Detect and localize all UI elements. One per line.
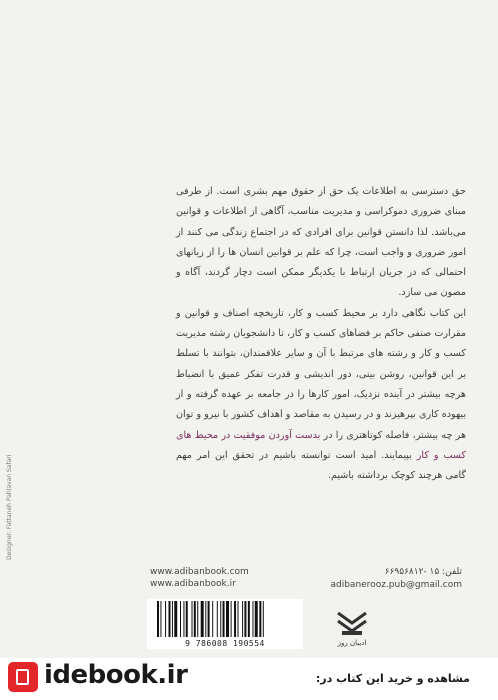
cover-blurb [176,182,466,486]
phone-line [385,566,462,578]
website-list [150,566,249,590]
publisher-logo-icon [336,609,368,637]
barcode-bars [151,601,299,639]
blurb-paragraph-2-text-b: بپیمایند. امید است توانسته باشیم در تحقق این امر مهم گامی هرچند کوچک برداشته باشیم. [176,449,466,482]
watermark-brand: idebook.ir [44,660,188,690]
website-ir: www.adibanbook.ir [150,579,236,589]
blurb-paragraph-2-text-a: این کتاب نگاهی دارد بر محیط کسب و کار، تاریخچه اصناف و قوانین و مقرارت صنفی حاکم بر فضاهای کسب و کار، تا دانشجویان رشته مدیریت کسب و کار و رشته های مرتبط با آن و سایر علاقمندان، بتوانند با تسلط بر این قوانین، روشن بینی، دور اندیشی و قدرت تفکر عمیق با انضباط هرچه بیشتر در آینده نزدیک، امور کارها را در جامعه بر عهده گرفته و از بیهوده کاری بپرهیزند و در رسیدن به مقاصد و اهداف کشور با نیرو و توان هر چه بیشتر، فاصله کوتاهتری را در [176,307,466,441]
isbn-barcode [147,599,303,649]
email-address: adibanerooz.pub@gmail.com [330,580,462,590]
blurb-paragraph-2 [176,304,466,487]
watermark-call-to-action: مشاهده و خرید این کتاب در: [315,672,470,685]
site-watermark [0,658,498,700]
publisher-contacts [150,562,462,592]
phone-number: ۱۵ -۶۶۹۵۶۸۱۲ [384,567,440,577]
website-com: www.adibanbook.com [150,567,249,577]
blurb-highlight: بدست آوردن موفقیت در محیط های کسب و کار [176,429,466,461]
designer-credit: Designer: Fattaneh Pahlavan Safari [6,454,13,560]
publisher-name: ادیبان روز [337,639,367,647]
isbn-number: 9 786008 190554 [185,639,265,648]
book-logo-icon [8,662,38,692]
blurb-paragraph-1: حق دسترسی به اطلاعات یک حق از حقوق مهم بشری است. از طرفی مبنای ضروری دموکراسی و مدیریت مناسب، آگاهی از اطلاعات و قوانین می‌باشد. لذا دانستن قوانین برای افرادی که در اجتماع زندگی می کنند از امور ضروری و واجب است، چرا که علم بر قوانین انسان ها را از زیانهای احتمالی که در جریان ارتباط با یکدیگر ممکن است دچار گردند، آگاه و مصون می سازد. [176,186,466,299]
phone-label: تلفن: [442,567,462,577]
